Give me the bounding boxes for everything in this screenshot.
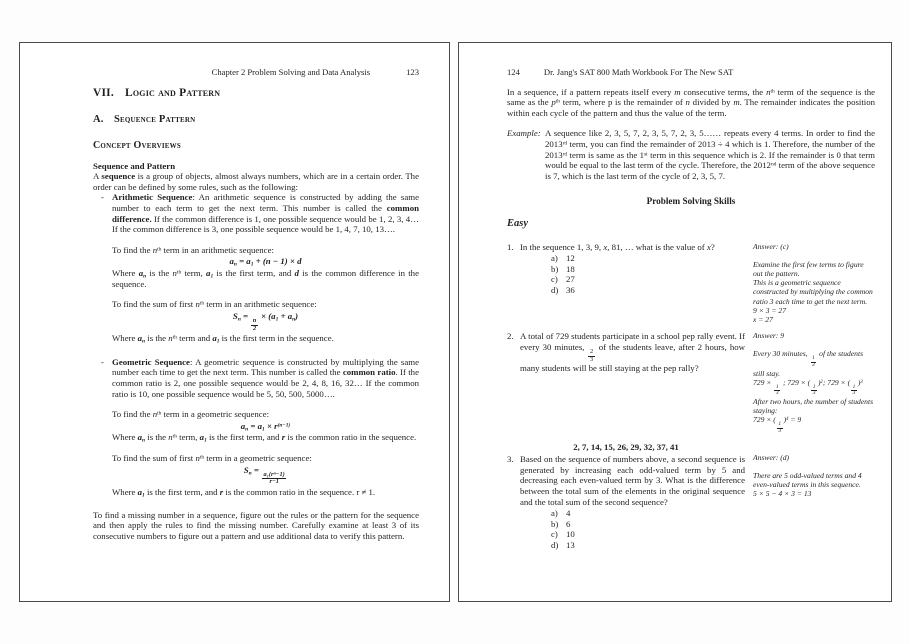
question-2-number: 2. bbox=[507, 331, 514, 342]
example-block bbox=[507, 128, 875, 181]
running-header-title: Chapter 2 Problem Solving and Data Analysis bbox=[211, 67, 371, 77]
question-1 bbox=[507, 242, 875, 325]
arithmetic-sum-intro: To find the sum of first $n^{th}$ term in an arithmetic sequence: bbox=[112, 299, 317, 310]
pattern-cycle-paragraph: In a sequence, if a pattern repeats itself every m consecutive terms, the $n^{th}$ term of the sequence is the same as the $p^{th}$ term, where p is the remainder of n divided by m. The remainder indicates the position within each cycle of the pattern and thus the value of the term. bbox=[507, 86, 876, 118]
question-3-number: 3. bbox=[507, 454, 514, 465]
arithmetic-nth-intro: To find the $n^{th}$ term in an arithmetic sequence: bbox=[112, 244, 274, 255]
arithmetic-nth-term-block bbox=[112, 245, 419, 289]
question-2-text: A total of 729 students participate in a school pep rally event. If every 30 minutes, $\frac{2}{3}$ of the students leave, after 2 hours, how many students will be still staying at the pep rally? bbox=[520, 331, 745, 374]
section-heading-logic-and-pattern bbox=[93, 87, 419, 100]
question-3-note: 5 × 5 − 4 × 3 = 13 bbox=[753, 489, 812, 499]
option-b: b) 18 bbox=[551, 263, 575, 274]
option-c: c) 10 bbox=[551, 529, 575, 540]
geometric-nth-formula: $a_n = a_1 \times r^{(n-1)}$ bbox=[240, 420, 291, 433]
question-1-answer: Answer: (c) bbox=[753, 241, 789, 251]
page-number: 124 bbox=[507, 67, 520, 77]
running-header-right bbox=[507, 67, 875, 78]
geometric-sum-where: Where $a_1$ is the first term, and r is the common ratio in the sequence. r ≠ 1. bbox=[112, 487, 376, 499]
arithmetic-sum-where: Where $a_n$ is the $n^{th}$ term and $a_1$ is the first term in the sequence. bbox=[112, 333, 334, 345]
arithmetic-nth-formula: $a_n = a_1 + (n - 1) \times d$ bbox=[229, 256, 302, 268]
question-2 bbox=[507, 331, 875, 434]
question-3-note: There are 5 odd-valued terms and 4 even-valued terms in this sequence. bbox=[753, 470, 862, 489]
option-a: a) 12 bbox=[551, 253, 575, 264]
question-3-answer-column bbox=[753, 453, 875, 551]
example-text: A sequence like 2, 3, 5, 7, 2, 3, 5, 7, 2, 3, 5…… repeats every 4 terms. In order to find the 2013rd term, you can find the remainder of 2013 ÷ 4 which is 1. Therefore, the number of the 2013rd term is same as the 1st term in this sequence which is 2. If the remainder is 0 that term would be equal to the last term of the cycle. Therefore, the 2012nd term of the above sequence is 7, which is the last term of the cycle of 2, 3, 5, 7. bbox=[545, 128, 875, 181]
question-2-note: 729 × $\frac{1}{3}$ ; 729 × ( $\frac{1}{3}$ )$^2$; 729 × ( $\frac{1}{3}$ )$^3$ bbox=[753, 377, 863, 397]
question-1-note: 9 × 3 = 27 bbox=[753, 305, 787, 315]
question-3-options bbox=[551, 508, 745, 550]
question-2-note: Every 30 minutes, $\frac{1}{3}$ of the students still stay. bbox=[753, 349, 864, 378]
question-3-text: Based on the sequence of numbers above, a second sequence is generated by increasing each odd-valued term by 5 and decreasing each even-valued term by 3. What is the difference between the total sum of the elements in the original sequence and the total sum of the second sequence? bbox=[520, 454, 745, 507]
geometric-nth-where: Where $a_n$ is the $n^{th}$ term, $a_1$ is the first term, and r is the common ratio in the sequence. bbox=[112, 432, 417, 444]
subsection-heading-sequence-pattern bbox=[93, 114, 419, 126]
question-3-sequence: 2, 7, 14, 15, 26, 29, 32, 37, 41 bbox=[573, 441, 679, 452]
option-b: b) 6 bbox=[551, 518, 571, 529]
closing-paragraph: To find a missing number in a sequence, figure out the rules or the pattern for the sequence and then apply the rules to find the missing number. Carefully examine at least 3 of its consecutive numbers to figure out a pattern and use additional data to verify this pattern. bbox=[93, 509, 419, 541]
arithmetic-sum-formula: $S_n$ = $\frac{n}{2}$ × $(a_1 + a_n)$ bbox=[232, 310, 299, 332]
question-2-note: 729 × ( $\frac{1}{3}$ )$^4$ = 9 bbox=[753, 415, 802, 434]
geometric-sum-formula: $S_n$ = $\frac{\text{a₁(rⁿ−1)}}{r-1}$ bbox=[243, 464, 285, 486]
arithmetic-nth-where: Where $a_n$ is the $n^{th}$ term, $a_1$ is the first term, and d is the common difference in the sequence. bbox=[112, 267, 419, 289]
section-number: VII. bbox=[93, 86, 114, 99]
example-label: Example: bbox=[507, 128, 541, 139]
running-header-left bbox=[93, 67, 419, 78]
page-number: 123 bbox=[406, 67, 419, 77]
question-3 bbox=[507, 442, 875, 551]
arithmetic-sum-block bbox=[112, 299, 419, 344]
problem-solving-skills-heading: Problem Solving Skills bbox=[646, 196, 736, 207]
bullet-dash: - bbox=[101, 356, 104, 367]
question-2-answer: Answer: 9 bbox=[753, 331, 785, 341]
question-1-note: Examine the first few terms to figure out the pattern. bbox=[753, 259, 864, 278]
option-d: d) 13 bbox=[551, 539, 575, 550]
intro-paragraph: A sequence is a group of objects, almost always numbers, which are in a certain order. The order can be defined by some rules, such as the following: bbox=[93, 171, 419, 192]
question-2-answer-column bbox=[753, 331, 875, 434]
question-3-answer: Answer: (d) bbox=[753, 452, 790, 462]
geometric-sum-block bbox=[112, 453, 419, 498]
page-left bbox=[19, 42, 450, 602]
bullet-dash: - bbox=[101, 192, 104, 203]
question-1-note: This is a geometric sequence constructed by multiplying the common ratio 3 each time to get the next term. bbox=[753, 278, 873, 306]
question-1-options bbox=[551, 253, 745, 295]
option-c: c) 27 bbox=[551, 274, 575, 285]
geometric-nth-term-block bbox=[112, 409, 419, 443]
geometric-nth-intro: To find the $n^{th}$ term in a geometric sequence: bbox=[112, 409, 270, 420]
section-title: Logic and Pattern bbox=[125, 86, 221, 99]
concept-overviews-heading: Concept Overviews bbox=[93, 139, 181, 151]
geometric-sequence-bullet bbox=[93, 357, 419, 498]
question-1-answer-column bbox=[753, 242, 875, 325]
option-d: d) 36 bbox=[551, 284, 575, 295]
option-a: a) 4 bbox=[551, 508, 571, 519]
question-1-text: In the sequence 1, 3, 9, x, 81, … what is the value of x? bbox=[520, 241, 715, 252]
question-2-note: After two hours, the number of students staying: bbox=[753, 396, 874, 416]
sequence-and-pattern-title: Sequence and Pattern bbox=[93, 160, 176, 171]
arithmetic-sequence-paragraph: Arithmetic Sequence: An arithmetic sequence is constructed by adding the same number to each term to get the next term. This number is called the common difference. If the common difference is 1, one possible sequence would be 1, 2, 3, 4… If the common difference is 3, one possible sequence would be 1, 4, 7, 10, 13…. bbox=[112, 192, 419, 235]
geometric-sequence-paragraph: Geometric Sequence: A geometric sequence is constructed by multiplying the same number each time to get the next term. This number is called the common ratio. If the common ratio is 2, one possible sequence would be 2, 4, 8, 16, 32… If the common ratio is 10, one possible sequence would be 5, 50, 500, 5000…. bbox=[112, 356, 419, 399]
geometric-sum-intro: To find the sum of first $n^{th}$ term in a geometric sequence: bbox=[112, 452, 312, 463]
subsection-title: Sequence Pattern bbox=[114, 113, 196, 125]
running-header-title: Dr. Jang's SAT 800 Math Workbook For The New SAT bbox=[543, 67, 734, 77]
arithmetic-sequence-bullet bbox=[93, 192, 419, 343]
question-1-number: 1. bbox=[507, 241, 514, 252]
subsection-letter: A. bbox=[93, 113, 104, 125]
question-1-note: x = 27 bbox=[753, 314, 773, 324]
page-right bbox=[458, 42, 892, 602]
difficulty-label: Easy bbox=[507, 217, 528, 229]
